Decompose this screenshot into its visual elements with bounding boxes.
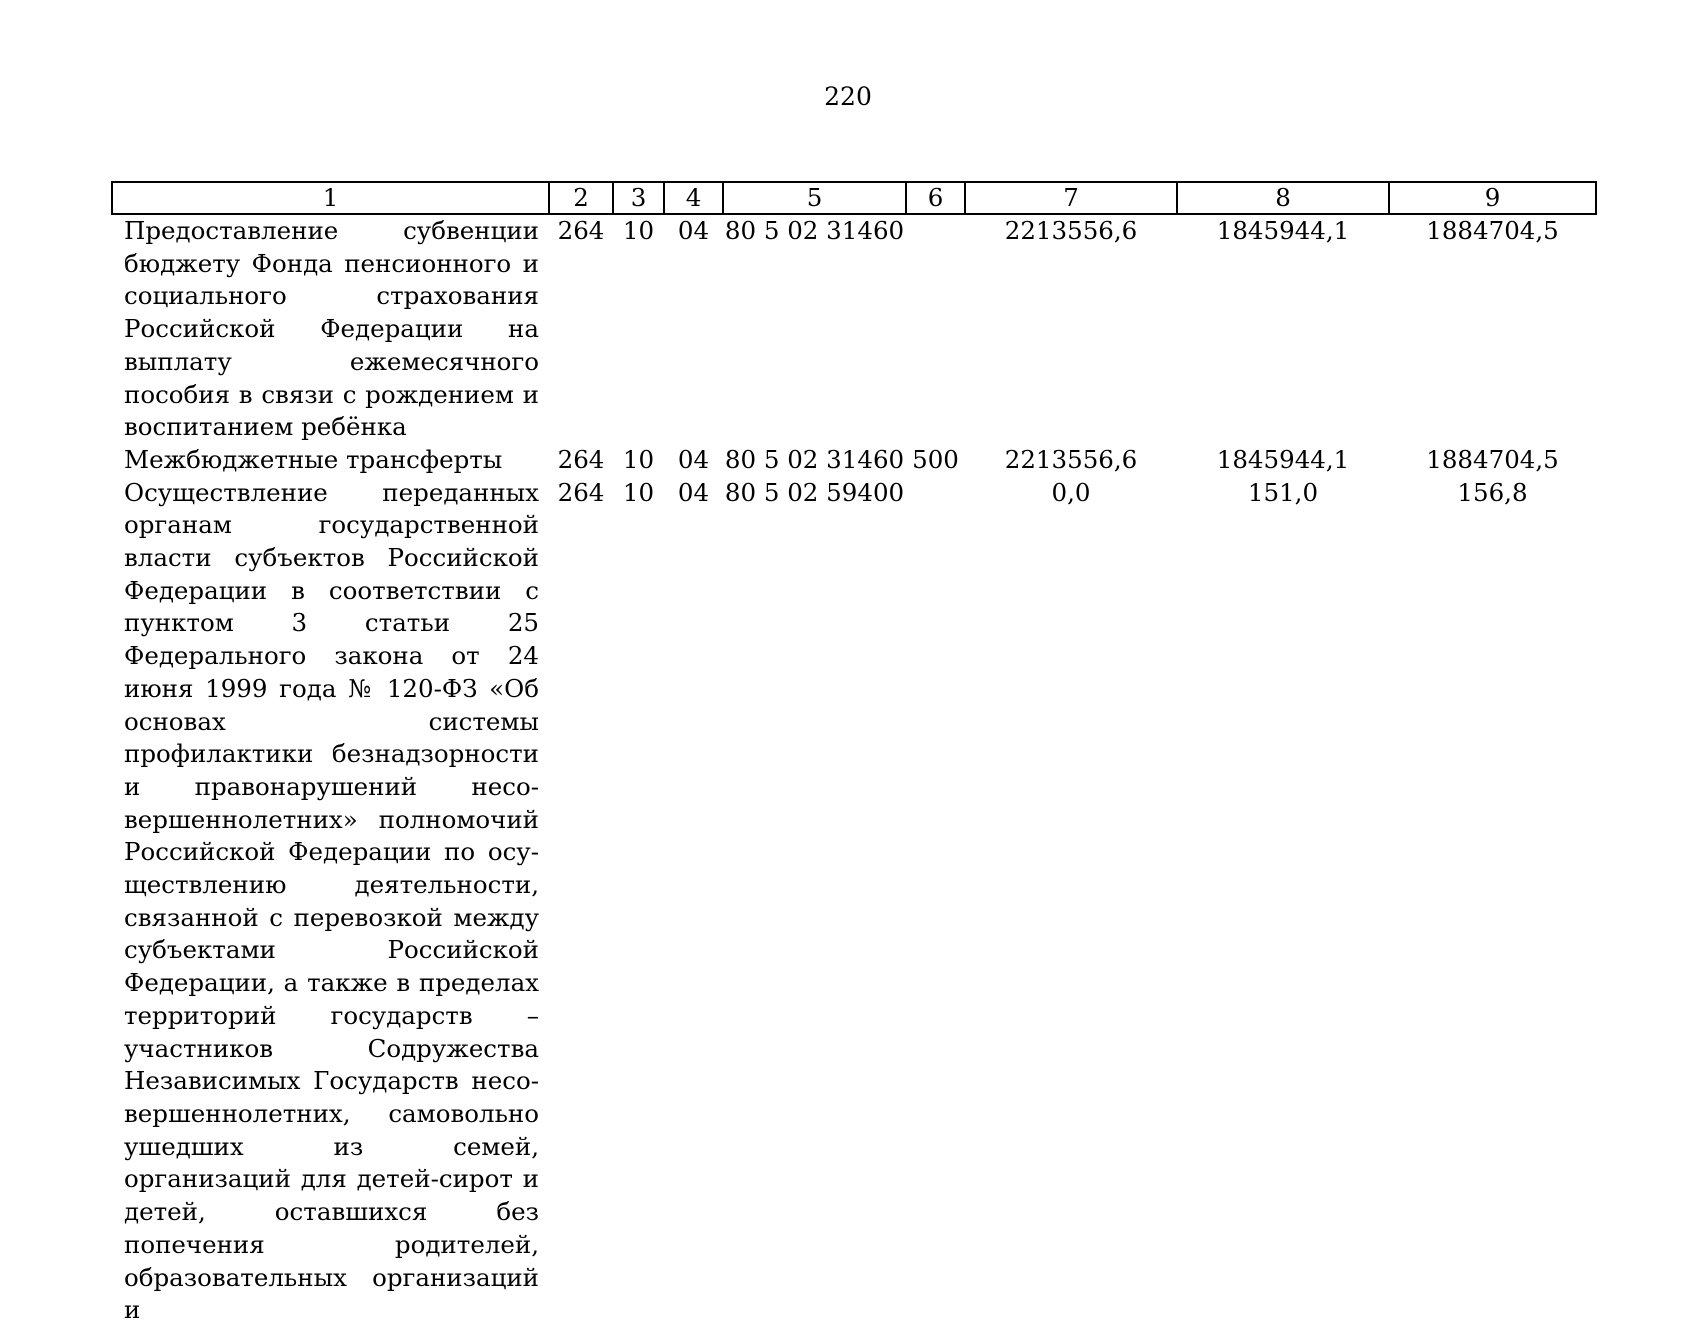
table-row: [112, 444, 1596, 477]
page-number: 220: [824, 82, 872, 111]
col-header-7: 7: [965, 182, 1177, 214]
cell-expense-type: 500: [912, 444, 959, 474]
cell-amount-7: 0,0: [1051, 477, 1091, 507]
col-header-3: 3: [613, 182, 664, 214]
cell-amount-8: 151,0: [1247, 477, 1319, 507]
cell-subsection: 04: [677, 216, 710, 245]
table-row: [112, 214, 1596, 444]
col-header-6: 6: [906, 182, 965, 214]
cell-section: 10: [622, 216, 655, 245]
cell-subsection: 04: [677, 444, 710, 474]
cell-target-article: 80 5 02 59400: [724, 477, 905, 507]
cell-amount-7: 2213556,6: [1004, 216, 1138, 245]
row-description: Межбюджетные трансферты: [124, 444, 503, 474]
cell-amount-8: 1845944,1: [1216, 444, 1350, 474]
cell-section: 10: [622, 477, 655, 507]
cell-ministry-code: 264: [557, 216, 605, 245]
col-header-8: 8: [1177, 182, 1389, 214]
cell-expense-type: [906, 214, 965, 444]
cell-target-article: 80 5 02 31460: [724, 216, 905, 245]
cell-ministry-code: 264: [557, 477, 605, 507]
header-row: [112, 182, 1596, 214]
cell-amount-8: 1845944,1: [1216, 216, 1350, 245]
col-header-4: 4: [664, 182, 723, 214]
cell-subsection: 04: [677, 477, 710, 507]
cell-ministry-code: 264: [557, 444, 605, 474]
col-header-5: 5: [723, 182, 906, 214]
row-description: Предоставление субвенции бюджету Фонда пенсионного и социального страхования Российской Федерации на выплату ежемесячного пособия в связи с рождением и воспитанием ребёнка: [124, 216, 539, 442]
budget-table: [111, 181, 1597, 1327]
row-description: Осуществление переданных органам государственной власти субъектов Российской Федерации в соответствии с пунктом 3 статьи 25 Федерального закона от 24 июня 1999 года № 120-ФЗ «Об основах системы профилактики безнадзорности и правонарушений несовершеннолетних» полномочий Российской Федерации по осуществлению деятельности, связанной с перевозкой между субъектами Российской Федерации, а также в пределах территорий государств – участников Содружества Независимых Государств несовершеннолетних, самовольно ушедших из семей, организаций для детей-сирот и детей, оставшихся без попечения родителей, образовательных организаций и: [124, 477, 539, 1325]
cell-amount-9: 1884704,5: [1426, 444, 1559, 474]
col-header-2: 2: [549, 182, 613, 214]
col-header-1: 1: [112, 182, 549, 214]
table-row: [112, 477, 1596, 1327]
cell-expense-type: [906, 477, 965, 1327]
cell-amount-7: 2213556,6: [1004, 444, 1138, 474]
cell-amount-9: 156,8: [1457, 477, 1528, 507]
cell-target-article: 80 5 02 31460: [724, 444, 905, 474]
cell-amount-9: 1884704,5: [1426, 216, 1559, 245]
col-header-9: 9: [1389, 182, 1596, 214]
cell-section: 10: [622, 444, 655, 474]
